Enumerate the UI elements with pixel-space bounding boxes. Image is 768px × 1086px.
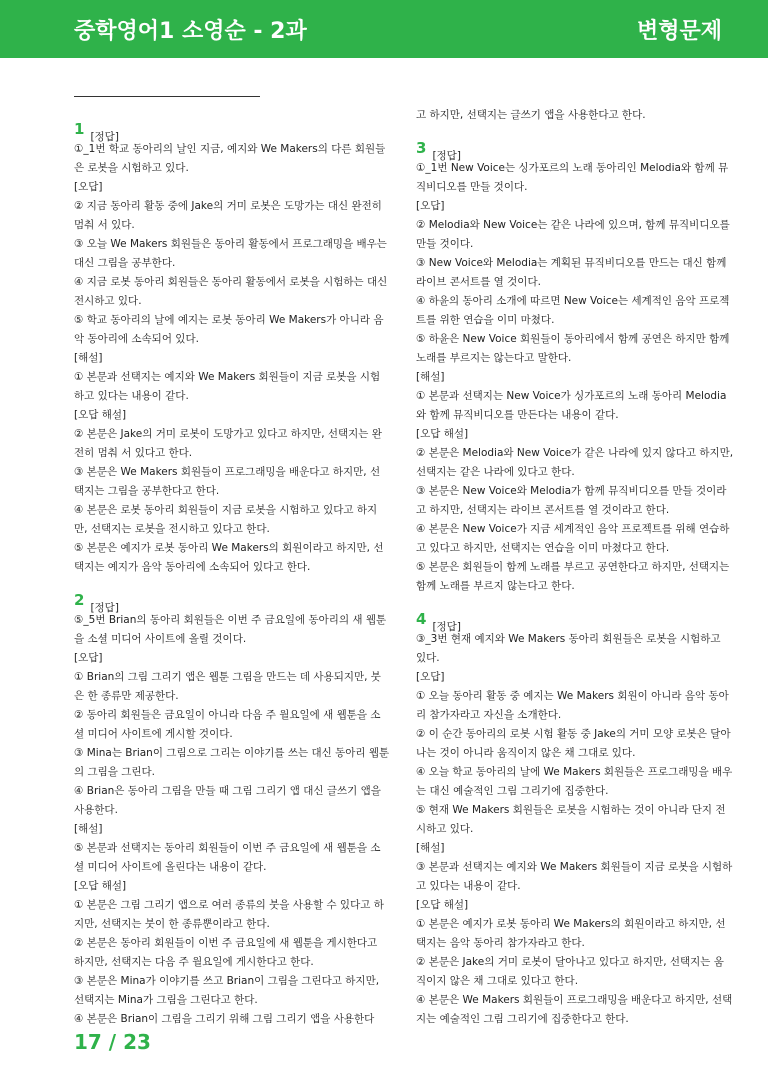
answer-text-line: ② 본문은 Melodia와 New Voice가 같은 나라에 있지 않다고 하지만, 선택지는 같은 나라에 있다고 한다. — [416, 447, 734, 478]
answer-text-line: ② 이 순간 동아리의 로봇 시험 활동 중 Jake의 거미 모양 로봇은 달아나는 것이 아니라 움직이지 않은 채 그대로 있다. — [416, 728, 731, 759]
answer-text-line: ③ Mina는 Brian이 그림으로 그리는 이야기를 쓰는 대신 동아리 웹툰의 그림을 그린다. — [74, 747, 390, 778]
answer-text-line: [오답] — [74, 652, 103, 664]
question-block — [416, 131, 734, 596]
answer-text-line: [오답] — [74, 181, 103, 193]
left-column — [74, 106, 390, 1029]
answer-text-line: [해설] — [416, 842, 445, 854]
answer-text-line: ③ 본문은 New Voice와 Melodia가 함께 뮤직비디오를 만들 것이라고 하지만, 선택지는 라이브 콘서트를 열 것이라고 한다. — [416, 485, 727, 516]
answer-text-line: [오답 해설] — [416, 899, 469, 911]
answer-text-line: ⑤ 본문은 예지가 로봇 동아리 We Makers의 회원이라고 하지만, 선택지는 예지가 음악 동아리에 소속되어 있다고 한다. — [74, 542, 384, 573]
answer-text-line: ② 동아리 회원들은 금요일이 아니라 다음 주 월요일에 새 웹툰을 소셜 미디어 사이트에 게시할 것이다. — [74, 709, 381, 740]
answer-text-line: ③ 본문은 Mina가 이야기를 쓰고 Brian이 그림을 그린다고 하지만, 선택지는 Mina가 그림을 그린다고 한다. — [74, 975, 380, 1006]
question-block — [74, 583, 390, 1029]
answer-label: [정답] — [432, 150, 461, 162]
page-number: 17 / 23 — [74, 1030, 151, 1054]
answer-text-line: [해설] — [74, 352, 103, 364]
question-header — [416, 131, 734, 162]
answer-text-line: ① 본문과 선택지는 예지와 We Makers 회원들이 지금 로봇을 시험하고 있다는 내용이 같다. — [74, 371, 381, 402]
answer-text-line: ⑤ 현재 We Makers 회원들은 로봇을 시험하는 것이 아니라 단지 전시하고 있다. — [416, 804, 726, 835]
answer-text-line: ③_3번 현재 예지와 We Makers 동아리 회원들은 로봇을 시험하고 있다. — [416, 633, 721, 664]
right-column — [416, 106, 734, 1029]
answer-text-line: ② 본문은 동아리 회원들이 이번 주 금요일에 새 웹툰을 게시한다고 하지만, 선택지는 다음 주 월요일에 게시한다고 한다. — [74, 937, 378, 968]
continuation-text: 고 하지만, 선택지는 글쓰기 앱을 사용한다고 한다. — [416, 109, 646, 121]
header-tag: 변형문제 — [636, 19, 722, 44]
answer-label: [정답] — [90, 131, 119, 143]
answer-text-line: [해설] — [74, 823, 103, 835]
answer-text-line: ④ 하윤의 동아리 소개에 따르면 New Voice는 세계적인 음악 프로젝트를 위한 연습을 이미 마쳤다. — [416, 295, 730, 326]
answer-text-line: ①_1번 New Voice는 싱가포르의 노래 동아리인 Melodia와 함께 뮤직비디오를 만들 것이다. — [416, 162, 729, 193]
answer-text-line: ④ 본문은 Brian이 그림을 그리기 위해 그림 그리기 앱을 사용한다 — [74, 1013, 375, 1025]
header-title: 중학영어1 소영순 - 2과 — [74, 19, 307, 44]
answer-text-line: ⑤ 하윤은 New Voice 회원들이 동아리에서 함께 공연은 하지만 함께 노래를 부르지는 않는다고 말한다. — [416, 333, 730, 364]
answer-label: [정답] — [90, 602, 119, 614]
answer-text-line: ④ 지금 로봇 동아리 회원들은 동아리 활동에서 로봇을 시험하는 대신 전시하고 있다. — [74, 276, 388, 307]
answer-text-line: ③ New Voice와 Melodia는 계획된 뮤직비디오를 만드는 대신 함께 라이브 콘서트를 열 것이다. — [416, 257, 727, 288]
answer-text-line: ① 본문과 선택지는 New Voice가 싱가포르의 노래 동아리 Melodia와 함께 뮤직비디오를 만든다는 내용이 같다. — [416, 390, 727, 421]
question-header — [416, 602, 734, 633]
answer-text-line: ⑤ 본문과 선택지는 동아리 회원들이 이번 주 금요일에 새 웹툰을 소셜 미디어 사이트에 올린다는 내용이 같다. — [74, 842, 381, 873]
question-header — [74, 112, 390, 143]
answer-text-line: [오답 해설] — [74, 409, 127, 421]
question-number: 3 — [416, 139, 427, 157]
question-header — [74, 583, 390, 614]
question-number: 1 — [74, 120, 85, 138]
answer-text-line: ④ 본문은 로봇 동아리 회원들이 지금 로봇을 시험하고 있다고 하지만, 선택지는 로봇을 전시하고 있다고 한다. — [74, 504, 378, 535]
answer-text-line: ④ 본문은 We Makers 회원들이 프로그래밍을 배운다고 하지만, 선택지는 예술적인 그림 그리기에 집중한다고 한다. — [416, 994, 733, 1025]
answer-text-line: ③ 본문은 We Makers 회원들이 프로그래밍을 배운다고 하지만, 선택지는 그림을 공부한다고 한다. — [74, 466, 381, 497]
answer-text-line: ① 본문은 그림 그리기 앱으로 여러 종류의 붓을 사용할 수 있다고 하지만, 선택지는 붓이 한 종류뿐이라고 한다. — [74, 899, 384, 930]
answer-text-line: ② 본문은 Jake의 거미 로봇이 도망가고 있다고 하지만, 선택지는 완전히 멈춰 서 있다고 한다. — [74, 428, 382, 459]
answer-text-line: ① Brian의 그림 그리기 앱은 웹툰 그림을 만드는 데 사용되지만, 붓은 한 종류만 제공한다. — [74, 671, 381, 702]
question-number: 4 — [416, 610, 427, 628]
question-number: 2 — [74, 591, 85, 609]
answer-text-line: ③ 오늘 We Makers 회원들은 동아리 활동에서 프로그래밍을 배우는 대신 그림을 공부한다. — [74, 238, 387, 269]
answer-text-line: [오답] — [416, 671, 445, 683]
divider-rule — [74, 96, 260, 97]
answer-text-line: ② 본문은 Jake의 거미 로봇이 달아나고 있다고 하지만, 선택지는 움직이지 않은 채 그대로 있다고 한다. — [416, 956, 724, 987]
answer-text-line: [오답 해설] — [74, 880, 127, 892]
answer-text-line: ⑤ 학교 동아리의 날에 예지는 로봇 동아리 We Makers가 아니라 음악 동아리에 소속되어 있다. — [74, 314, 384, 345]
answer-text-line: ④ 본문은 New Voice가 지금 세계적인 음악 프로젝트를 위해 연습하고 있다고 하지만, 선택지는 연습을 이미 마쳤다고 한다. — [416, 523, 730, 554]
answer-label: [정답] — [432, 621, 461, 633]
answer-text-line: ② 지금 동아리 활동 중에 Jake의 거미 로봇은 도망가는 대신 완전히 멈춰 서 있다. — [74, 200, 382, 231]
answer-text-line: ⑤_5번 Brian의 동아리 회원들은 이번 주 금요일에 동아리의 새 웹툰을 소셜 미디어 사이트에 올릴 것이다. — [74, 614, 387, 645]
answer-text-line: ② Melodia와 New Voice는 같은 나라에 있으며, 함께 뮤직비디오를 만들 것이다. — [416, 219, 730, 250]
answer-text-line: [해설] — [416, 371, 445, 383]
answer-text-line: ④ Brian은 동아리 그림을 만들 때 그림 그리기 앱 대신 글쓰기 앱을 사용한다. — [74, 785, 381, 816]
question-block — [416, 602, 734, 1029]
answer-text-line: ①_1번 학교 동아리의 날인 지금, 예지와 We Makers의 다른 회원들은 로봇을 시험하고 있다. — [74, 143, 386, 174]
answer-text-line: [오답] — [416, 200, 445, 212]
answer-text-line: ④ 오늘 학교 동아리의 날에 We Makers 회원들은 프로그래밍을 배우는 대신 예술적인 그림 그리기에 집중한다. — [416, 766, 733, 797]
answer-text-line: ⑤ 본문은 회원들이 함께 노래를 부르고 공연한다고 하지만, 선택지는 함께 노래를 부르지 않는다고 한다. — [416, 561, 730, 592]
answer-text-line: [오답 해설] — [416, 428, 469, 440]
page-header — [0, 0, 768, 58]
question-block — [74, 112, 390, 577]
answer-text-line: ③ 본문과 선택지는 예지와 We Makers 회원들이 지금 로봇을 시험하고 있다는 내용이 같다. — [416, 861, 733, 892]
answer-text-line: ① 오늘 동아리 활동 중 예지는 We Makers 회원이 아니라 음악 동아리 참가자라고 자신을 소개한다. — [416, 690, 729, 721]
answer-text-line: ① 본문은 예지가 로봇 동아리 We Makers의 회원이라고 하지만, 선택지는 음악 동아리 참가자라고 한다. — [416, 918, 726, 949]
